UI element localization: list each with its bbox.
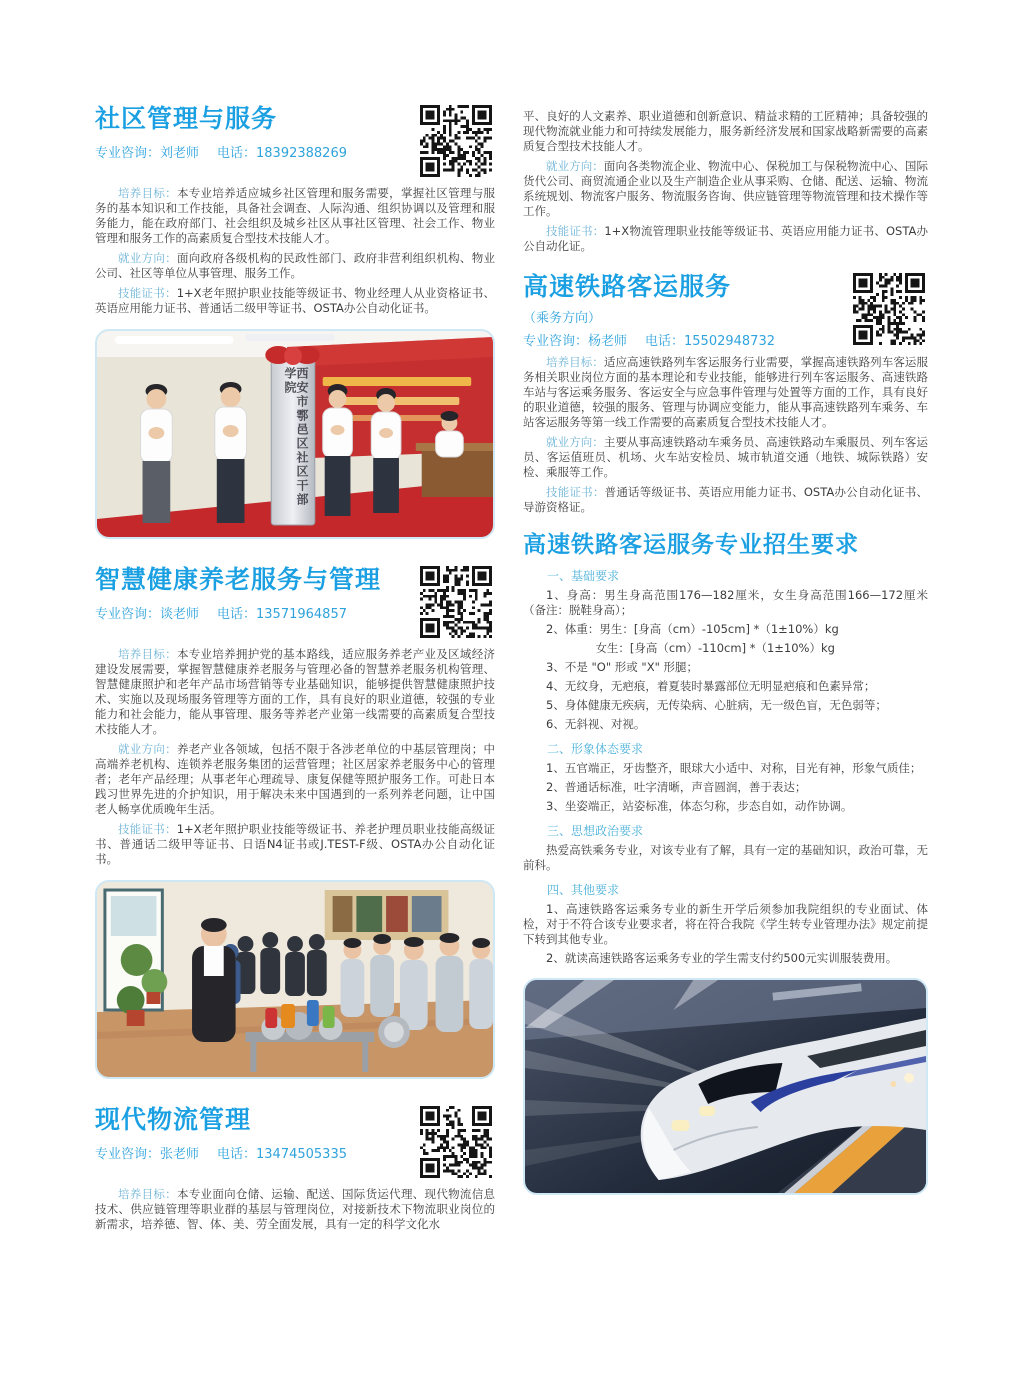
requirements-title: 高速铁路客运服务专业招生要求: [523, 532, 859, 558]
goal-text: 适应高速铁路列车客运服务行业需要，掌握高速铁路列车客运服务相关职业岗位方面的基本理论和专业技能，能够进行列车客运服务、高速铁路车站与客运乘务服务、客运安全与应急事件管理与处置等方面的工作，具有良好的职业道德，较强的服务、管理与协调应变能力，能从事高速铁路列车乘务、车站客运服务等第一线工作需要的高素质复合型技术技能人才。: [523, 355, 928, 429]
goal-text: 本专业培养拥护党的基本路线，适应服务养老产业及区域经济建设发展需要，掌握智慧健康养老服务与管理必备的智慧养老服务机构管理、智慧健康照护和老年产品市场营销等专业基础知识，能够提供智慧健康照护技术、实施以及现场服务管理等方面的工作，具有良好的职业道德，较强的专业能力和社会能力，能从事管理、服务等养老产业第一线需要的高素质复合型技术技能人才。: [95, 647, 495, 736]
cert-label: 技能证书：: [118, 822, 177, 836]
cert-paragraph: [523, 224, 928, 254]
contact-line: [523, 330, 775, 349]
goal-text: 本专业面向仓储、运输、配送、国际货运代理、现代物流信息技术、供应链管理等职业群的基层与管理岗位，对接新技术下物流职业岗位的新需求，培养德、智、体、美、劳全面发展，具有一定的科学文化水: [95, 1187, 495, 1231]
job-paragraph: [95, 251, 495, 281]
requirements-subhead-politics: 三、思想政治要求: [547, 824, 644, 838]
job-paragraph: [95, 742, 495, 817]
requirement-item: 2、就读高速铁路客运乘务专业的学生需支付约500元实训服装费用。: [546, 951, 898, 965]
requirement-item: 3、不是 "O" 形或 "X" 形腿；: [546, 660, 699, 674]
cert-label: 技能证书：: [118, 286, 177, 300]
phone-number: 电话：13571964857: [217, 607, 347, 622]
requirement-item: 5、身体健康无疾病，无传染病、心脏病，无一级色盲，无色弱等；: [546, 698, 887, 712]
ceremony-photo: [95, 329, 495, 539]
goal-label: 培养目标：: [118, 186, 177, 200]
section-community: [95, 104, 495, 539]
qr-code: [417, 563, 495, 641]
section-elderly-header: [95, 565, 495, 641]
goal-continuation: [523, 109, 928, 154]
cert-text: 1+X老年照护职业技能等级证书、养老护理员职业技能高级证书、普通话二级甲等证书、日语N4证书或J.TEST-F级、OSTA办公自动化证书。: [95, 822, 496, 866]
job-label: 就业方向：: [546, 159, 604, 173]
care-facility-illustration: [97, 882, 493, 1077]
qr-code: [417, 1103, 495, 1181]
consult-teacher: 专业咨询：谈老师: [95, 607, 200, 622]
section-admission-requirements: [523, 531, 928, 1195]
section-railway: [523, 272, 928, 515]
requirement-item: 1、身高：男生身高范围176—182厘米，女生身高范围166—172厘米（备注：脱鞋身高）；: [523, 588, 928, 617]
cert-paragraph: [95, 286, 495, 316]
qr-code: [850, 270, 928, 348]
logistics-continuation: [523, 109, 928, 254]
requirements-subhead-other: 四、其他要求: [547, 883, 620, 897]
left-column: [95, 104, 495, 1237]
section-railway-header: [523, 272, 928, 349]
section-community-header: [95, 104, 495, 180]
goal-label: 培养目标：: [118, 647, 177, 661]
job-label: 就业方向：: [546, 435, 604, 449]
right-column: [523, 104, 928, 1237]
phone-number: 电话：13474505335: [217, 1147, 347, 1162]
consult-teacher: 专业咨询：刘老师: [95, 146, 200, 161]
cert-label: 技能证书：: [546, 224, 605, 238]
cert-text: 1+X老年照护职业技能等级证书、物业经理人从业资格证书、英语应用能力证书、普通话二级甲等证书、OSTA办公自动化证书。: [95, 286, 496, 315]
goal-continuation-text: 平、良好的人文素养、职业道德和创新意识、精益求精的工匠精神；具备较强的现代物流就业能力和可持续发展能力，服务新经济发展和国家战略新需要的高素质复合型技术技能人才。: [523, 109, 928, 153]
goal-paragraph: [95, 647, 495, 737]
requirement-item: 1、五官端正，牙齿整齐，眼球大小适中、对称，目光有神，形象气质佳；: [546, 761, 922, 775]
requirement-item-continuation: 女生：[身高（cm）-110cm] *（1±10%）kg: [595, 641, 835, 655]
contact-line: [95, 603, 381, 622]
phone-number: 电话：18392388269: [217, 146, 347, 161]
plaque-text: 西安市鄠邑区社区干部学院: [283, 367, 309, 507]
goal-text: 本专业培养适应城乡社区管理和服务需要，掌握社区管理与服务的基本知识和工作技能，具备社会调查、人际沟通、组织协调以及管理和服务能力，能在政府部门、社会组织及城乡社区从事社区管理、社会工作、物业管理和服务工作的高素质复合型技术技能人才。: [95, 186, 495, 245]
job-text: 面向各类物流企业、物流中心、保税加工与保税物流中心、国际货代公司、商贸流通企业以及生产制造企业从事采购、仓储、配送、运输、物流系统规划、物流客户服务、物流服务咨询、供应链管理等物流管理和技术操作等工作。: [523, 159, 928, 218]
care-facility-photo: [95, 880, 495, 1079]
requirement-item: 2、普通话标准，吐字清晰，声音圆润，善于表达；: [546, 780, 807, 794]
requirement-item: 1、高速铁路客运乘务专业的新生开学后须参加我院组织的专业面试、体检，对于不符合该专业要求者，将在符合我院《学生转专业管理办法》规定前提下转到其他专业。: [523, 902, 928, 946]
cert-label: 技能证书：: [546, 485, 605, 499]
contact-line: [95, 142, 347, 161]
cert-text: 1+X物流管理职业技能等级证书、英语应用能力证书、OSTA办公自动化证。: [523, 224, 929, 253]
goal-paragraph: [95, 1187, 495, 1232]
job-text: 主要从事高速铁路动车乘务员、高速铁路动车乘服员、列车客运员、客运值班员、机场、火车站安检员、城市轨道交通（地铁、城际铁路）安检、乘服等工作。: [523, 435, 928, 479]
section-elderly-care: [95, 565, 495, 1079]
goal-paragraph: [95, 186, 495, 246]
section-title: 智慧健康养老服务与管理: [95, 565, 382, 594]
section-logistics-header: [95, 1105, 495, 1181]
requirement-item: 3、坐姿端正，站姿标准，体态匀称，步态自如，动作协调。: [546, 799, 853, 813]
requirement-item: 6、无斜视、对视。: [546, 717, 646, 731]
job-paragraph: [523, 159, 928, 219]
job-text: 养老产业各领域，包括不限于各涉老单位的中基层管理岗；中高端养老机构、连锁养老服务集团的运营管理；社区居家养老服务中心的管理者；老年产品经理；从事老年心理疏导、康复保健等照护服务工作。可赴日本践习世界先进的介护知识，用于解决未来中国遇到的一系列养老问题，让中国老人畅享优质晚年生活。: [95, 742, 495, 816]
section-title: 现代物流管理: [95, 1105, 252, 1134]
job-label: 就业方向：: [118, 251, 177, 265]
goal-label: 培养目标：: [546, 355, 604, 369]
requirements-subhead-basic: 一、基础要求: [547, 569, 620, 583]
goal-paragraph: [523, 355, 928, 430]
job-text: 面向政府各级机构的民政性部门、政府非营利组织机构、物业公司、社区等单位从事管理、服务工作。: [95, 251, 495, 280]
consult-teacher: 专业咨询：张老师: [95, 1147, 200, 1162]
phone-number: 电话：15502948732: [645, 334, 775, 349]
cert-paragraph: [523, 485, 928, 515]
contact-line: [95, 1143, 347, 1162]
qr-code: [417, 102, 495, 180]
high-speed-train-photo: [523, 978, 928, 1195]
section-subtitle: （乘务方向）: [523, 311, 602, 326]
page-title: 社区管理与服务: [95, 104, 278, 133]
requirements-subhead-figure: 二、形象体态要求: [547, 742, 644, 756]
section-title: 高速铁路客运服务: [523, 272, 732, 301]
requirement-item: 4、无纹身，无疤痕，着夏装时暴露部位无明显疤痕和色素异常；: [546, 679, 876, 693]
train-illustration: [525, 980, 926, 1193]
job-label: 就业方向：: [118, 742, 177, 756]
requirement-item: 2、体重：男生：[身高（cm）-105cm] *（1±10%）kg: [546, 622, 839, 636]
requirement-item: 热爱高铁乘务专业，对该专业有了解，具有一定的基础知识，政治可靠，无前科。: [523, 843, 928, 872]
goal-label: 培养目标：: [118, 1187, 177, 1201]
job-paragraph: [523, 435, 928, 480]
consult-teacher: 专业咨询：杨老师: [523, 334, 628, 349]
cert-text: 普通话等级证书、英语应用能力证书、OSTA办公自动化证书、导游资格证。: [523, 485, 928, 514]
section-logistics: [95, 1105, 495, 1232]
cert-paragraph: [95, 822, 495, 867]
